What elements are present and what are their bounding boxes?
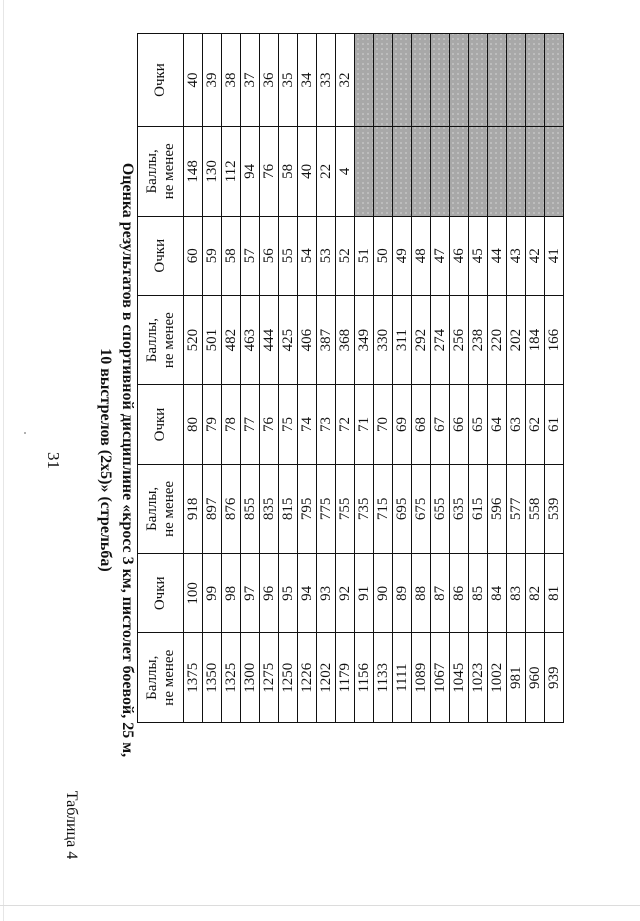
table-cell: 715 [374,464,393,554]
table-cell: 87 [431,554,450,633]
table-cell: 96 [260,554,279,633]
page-number: 31 [44,452,63,469]
table-cell: 1300 [241,633,260,723]
table-row [488,34,507,723]
table-cell: 88 [412,554,431,633]
table-body [184,34,564,723]
table-cell-shaded [412,34,431,127]
table-cell: 815 [279,464,298,554]
table-cell: 62 [526,385,545,464]
table-row [279,34,298,723]
table-cell: 1002 [488,633,507,723]
header-cell: Баллы, не менее [138,127,184,217]
table-cell: 82 [526,554,545,633]
table-cell: 68 [412,385,431,464]
table-cell: 482 [222,295,241,385]
table-cell: 77 [241,385,260,464]
table-cell: 99 [203,554,222,633]
table-cell: 40 [298,127,317,217]
table-cell: 835 [260,464,279,554]
table-cell: 73 [317,385,336,464]
table-cell-shaded [488,34,507,127]
table-cell: 202 [507,295,526,385]
table-cell: 79 [203,385,222,464]
table-cell: 1111 [393,633,412,723]
table-row [355,34,374,723]
table-cell: 918 [184,464,203,554]
table-cell: 596 [488,464,507,554]
table-cell: 876 [222,464,241,554]
table-cell: 184 [526,295,545,385]
table-cell: 256 [450,295,469,385]
table-cell: 44 [488,216,507,295]
table-cell-shaded [488,127,507,217]
table-cell: 37 [241,34,260,127]
table-cell: 84 [488,554,507,633]
table-cell: 94 [241,127,260,217]
table-cell: 75 [279,385,298,464]
table-cell: 91 [355,554,374,633]
table-cell: 92 [336,554,355,633]
table-cell-shaded [469,34,488,127]
table-cell: 56 [260,216,279,295]
header-cell: Баллы, не менее [138,295,184,385]
table-cell: 795 [298,464,317,554]
table-row [222,34,241,723]
table-cell-shaded [431,34,450,127]
table-cell: 130 [203,127,222,217]
table-cell-shaded [374,127,393,217]
table-cell: 274 [431,295,450,385]
header-cell: Очки [138,385,184,464]
table-title-line: 10 выстрелов (2х5)» (стрельба) [97,348,114,572]
table-cell: 960 [526,633,545,723]
table-cell: 83 [507,554,526,633]
table-cell: 406 [298,295,317,385]
table-row [526,34,545,723]
table-cell: 65 [469,385,488,464]
table-cell: 81 [545,554,564,633]
table-cell: 63 [507,385,526,464]
table-cell: 40 [184,34,203,127]
table-cell: 463 [241,295,260,385]
table-cell: 59 [203,216,222,295]
table-cell: 57 [241,216,260,295]
table-cell: 112 [222,127,241,217]
table-cell-shaded [545,34,564,127]
table-cell: 1275 [260,633,279,723]
table-cell: 615 [469,464,488,554]
table-cell: 1133 [374,633,393,723]
table-cell: 51 [355,216,374,295]
table-cell: 311 [393,295,412,385]
table-cell: 58 [222,216,241,295]
table-cell: 695 [393,464,412,554]
table-cell: 1202 [317,633,336,723]
table-cell: 76 [260,127,279,217]
table-cell: 444 [260,295,279,385]
table-cell: 675 [412,464,431,554]
table-cell: 61 [545,385,564,464]
table-cell: 1350 [203,633,222,723]
table-cell: 38 [222,34,241,127]
table-cell: 93 [317,554,336,633]
table-row [241,34,260,723]
table-cell: 95 [279,554,298,633]
table-cell: 635 [450,464,469,554]
table-cell: 67 [431,385,450,464]
table-cell-shaded [469,127,488,217]
table-row [450,34,469,723]
header-cell: Баллы, не менее [138,633,184,723]
table-cell: 100 [184,554,203,633]
table-row [545,34,564,723]
table-title-line: Оценка результатов в спортивной дисциплине «кросс 3 км, пистолет боевой, 25 м, [119,162,136,758]
table-cell: 4 [336,127,355,217]
table-cell: 43 [507,216,526,295]
table-row [203,34,222,723]
table-cell-shaded [355,127,374,217]
table-cell: 558 [526,464,545,554]
table-cell-shaded [393,34,412,127]
table-cell: 74 [298,385,317,464]
table-cell: 35 [279,34,298,127]
table-cell: 54 [298,216,317,295]
table-cell: 501 [203,295,222,385]
table-cell: 755 [336,464,355,554]
table-cell: 33 [317,34,336,127]
table-cell: 41 [545,216,564,295]
table-cell: 80 [184,385,203,464]
table-cell: 49 [393,216,412,295]
table-cell: 1325 [222,633,241,723]
table-cell: 577 [507,464,526,554]
table-cell: 46 [450,216,469,295]
table-cell-shaded [355,34,374,127]
table-title [94,70,138,850]
table-cell: 48 [412,216,431,295]
table-cell: 1250 [279,633,298,723]
table-cell: 1023 [469,633,488,723]
table-cell: 45 [469,216,488,295]
table-cell: 1179 [336,633,355,723]
header-cell: Баллы, не менее [138,464,184,554]
table-cell: 855 [241,464,260,554]
table-cell: 47 [431,216,450,295]
table-cell: 39 [203,34,222,127]
table-row [507,34,526,723]
table-cell-shaded [545,127,564,217]
table-row [393,34,412,723]
table-header-row [138,34,184,723]
table-cell: 32 [336,34,355,127]
table-cell: 55 [279,216,298,295]
table-cell: 86 [450,554,469,633]
table-cell-shaded [507,127,526,217]
table-cell: 22 [317,127,336,217]
table-number: Таблица 4 [63,790,80,860]
table-cell: 330 [374,295,393,385]
table-cell: 148 [184,127,203,217]
table-row [336,34,355,723]
table-cell: 1045 [450,633,469,723]
table-cell: 166 [545,295,564,385]
table-cell: 58 [279,127,298,217]
table-cell-shaded [374,34,393,127]
table-cell: 36 [260,34,279,127]
table-cell: 1226 [298,633,317,723]
table-cell: 60 [184,216,203,295]
table-cell: 89 [393,554,412,633]
table-cell: 76 [260,385,279,464]
table-cell: 425 [279,295,298,385]
table-cell: 368 [336,295,355,385]
table-cell: 64 [488,385,507,464]
table-cell: 220 [488,295,507,385]
table-cell: 238 [469,295,488,385]
score-table [137,33,564,723]
header-cell: Очки [138,34,184,127]
table-cell-shaded [431,127,450,217]
table-row [412,34,431,723]
table-row [298,34,317,723]
table-cell: 1156 [355,633,374,723]
table-cell: 349 [355,295,374,385]
table-cell: 1089 [412,633,431,723]
table-cell: 66 [450,385,469,464]
table-cell-shaded [393,127,412,217]
table-cell-shaded [507,34,526,127]
table-cell: 78 [222,385,241,464]
table-row [184,34,203,723]
table-cell: 387 [317,295,336,385]
table-cell: 539 [545,464,564,554]
table-cell: 1375 [184,633,203,723]
table-row [469,34,488,723]
table-cell: 42 [526,216,545,295]
table-cell: 50 [374,216,393,295]
table-cell-shaded [526,127,545,217]
table-row [260,34,279,723]
table-cell: 735 [355,464,374,554]
table-row [317,34,336,723]
table-cell-shaded [450,34,469,127]
header-cell: Очки [138,554,184,633]
table-row [374,34,393,723]
table-cell: 52 [336,216,355,295]
header-cell: Очки [138,216,184,295]
table-cell: 72 [336,385,355,464]
table-cell: 1067 [431,633,450,723]
table-cell: 90 [374,554,393,633]
table-cell: 70 [374,385,393,464]
table-cell: 981 [507,633,526,723]
table-cell: 97 [241,554,260,633]
table-cell: 897 [203,464,222,554]
table-cell: 775 [317,464,336,554]
table-cell: 98 [222,554,241,633]
table-cell: 655 [431,464,450,554]
table-cell: 520 [184,295,203,385]
table-cell: 939 [545,633,564,723]
table-cell: 53 [317,216,336,295]
table-cell-shaded [450,127,469,217]
table-row [431,34,450,723]
table-cell: 292 [412,295,431,385]
table-cell: 85 [469,554,488,633]
table-cell-shaded [412,127,431,217]
table-cell-shaded [526,34,545,127]
table-cell: 34 [298,34,317,127]
table-cell: 69 [393,385,412,464]
table-cell: 71 [355,385,374,464]
table-cell: 94 [298,554,317,633]
